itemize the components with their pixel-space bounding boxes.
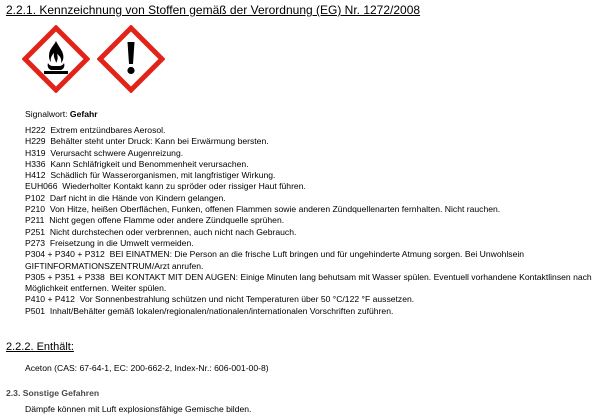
statement-row	[25, 125, 597, 136]
signal-word	[25, 109, 98, 119]
statement-code: H222	[25, 125, 46, 135]
statement-row	[25, 238, 597, 249]
statement-code: H319	[25, 147, 46, 158]
statement-text: Darf nicht in die Hände von Kindern gelangen.	[49, 192, 226, 203]
statement-code: H229	[25, 136, 46, 147]
section-222-heading: 2.2.2. Enthält:	[6, 341, 74, 353]
statement-text: BEI EINATMEN: Die Person an die frische Luft bringen und für ungehinderte Atmung sorgen. Bei Unwohlsein GIFTINFORMATIONSZENTRUM/Arzt anrufen.	[25, 249, 525, 271]
statement-row	[25, 159, 597, 170]
statement-text: Behälter steht unter Druck: Kann bei Erwärmung bersten.	[50, 136, 269, 147]
statement-code: P410 + P412	[25, 294, 75, 305]
statement-text: Verursacht schwere Augenreizung.	[50, 147, 184, 158]
exclamation-icon	[97, 25, 165, 93]
statement-text: Freisetzung in die Umwelt vermeiden.	[49, 237, 194, 248]
statement-code: EUH066	[25, 181, 58, 192]
statement-text: Kann Schläfrigkeit und Benommenheit verursachen.	[50, 158, 249, 169]
statement-text: Vor Sonnenbestrahlung schützen und nicht Temperaturen über 50 °C/122 °F aussetzen.	[79, 294, 415, 305]
statement-text: Wiederholter Kontakt kann zu spröder oder rissiger Haut führen.	[62, 181, 306, 192]
statement-text: Extrem entzündbares Aerosol.	[50, 125, 166, 135]
statement-row	[25, 272, 597, 295]
statement-code: H336	[25, 158, 46, 169]
statement-row	[25, 148, 597, 159]
statement-code: H412	[25, 170, 46, 181]
statement-row	[25, 215, 597, 226]
statement-text: Schädlich für Wasserorganismen, mit langfristiger Wirkung.	[50, 170, 276, 181]
hazard-statements	[25, 125, 597, 317]
statement-row	[25, 136, 597, 147]
statement-text: Nicht gegen offene Flamme oder andere Zündquelle sprühen.	[49, 215, 285, 226]
statement-code: P102	[25, 192, 46, 203]
section-221-heading: 2.2.1. Kennzeichnung von Stoffen gemäß der Verordnung (EG) Nr. 1272/2008	[6, 3, 421, 17]
statement-row	[25, 227, 597, 238]
statement-text: Nicht durchstechen oder verbrennen, auch nicht nach Gebrauch.	[49, 226, 297, 237]
statement-row	[25, 170, 597, 181]
statement-text: Inhalt/Behälter gemäß lokalen/regionalen/nationalen/internationalen Vorschriften zuführen.	[49, 305, 394, 316]
statement-row	[25, 193, 597, 204]
signal-word-value: Gefahr	[69, 109, 98, 119]
statement-row	[25, 294, 597, 305]
statement-row	[25, 249, 597, 272]
statement-row	[25, 181, 597, 192]
statement-text: BEI KONTAKT MIT DEN AUGEN: Einige Minuten lang behutsam mit Wasser spülen. Eventuell vorhandene Kontaktlinsen nach Möglichkeit entfernen. Weiter spülen.	[25, 271, 592, 294]
section-222-content: Aceton (CAS: 67-64-1, EC: 200-662-2, Index-Nr.: 606-001-00-8)	[25, 363, 269, 373]
statement-row	[25, 204, 597, 215]
statement-code: P273	[25, 237, 46, 248]
signal-word-label: Signalwort:	[25, 109, 68, 119]
section-23-heading: 2.3. Sonstige Gefahren	[6, 388, 100, 398]
statement-code: P304 + P340 + P312	[25, 249, 105, 260]
statement-code: P211	[25, 215, 45, 226]
statement-code: P251	[25, 226, 46, 237]
flame-icon	[22, 25, 90, 93]
statement-row	[25, 306, 597, 317]
statement-code: P305 + P351 + P338	[25, 271, 105, 282]
statement-code: P210	[25, 204, 46, 215]
statement-text: Von Hitze, heißen Oberflächen, Funken, offenen Flammen sowie anderen Zündquellenarten fernhalten. Nicht rauchen.	[49, 204, 501, 215]
section-23-content: Dämpfe können mit Luft explosionsfähige Gemische bilden.	[25, 404, 252, 414]
statement-code: P501	[25, 305, 46, 316]
